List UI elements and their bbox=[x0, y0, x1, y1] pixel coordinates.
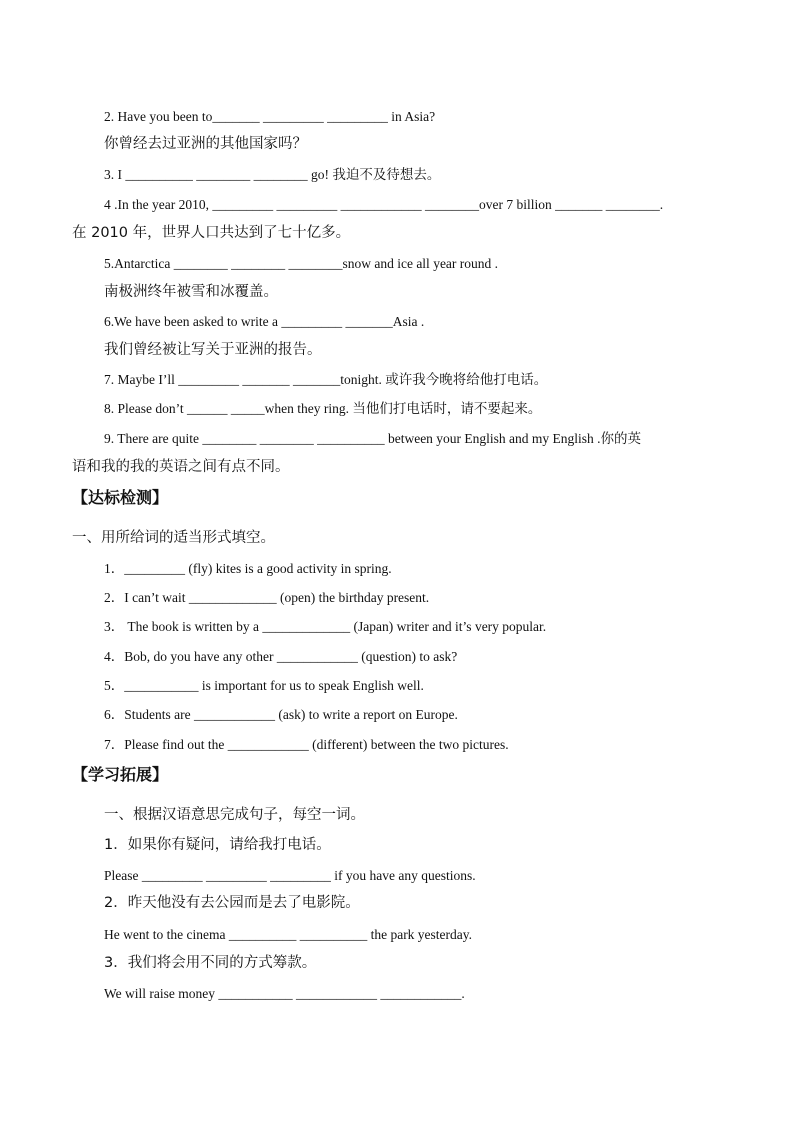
exercise-item-5-chinese: 南极洲终年被雪和冰覆盖。 bbox=[104, 284, 278, 300]
check-item-3: 3． The book is written by a _____________ (Japan) writer and it’s very popular. bbox=[104, 619, 547, 634]
extend-item-2-chinese: 2．昨天他没有去公园而是去了电影院。 bbox=[104, 895, 360, 911]
section-extend-instruction: 一、根据汉语意思完成句子，每空一词。 bbox=[104, 807, 365, 823]
section-check-instruction: 一、用所给词的适当形式填空。 bbox=[72, 530, 275, 546]
check-item-4: 4．Bob, do you have any other ____________ (question) to ask? bbox=[104, 649, 458, 664]
exercise-item-4-english: 4 .In the year 2010, _________ _________ ____________ ________over 7 billion _______ ________. bbox=[104, 197, 664, 212]
check-item-2: 2．I can’t wait _____________ (open) the birthday present. bbox=[104, 590, 430, 605]
exercise-item-8: 8. Please don’t ______ _____when they ring. 当他们打电话时，请不要起来。 bbox=[104, 401, 542, 416]
exercise-item-3: 3. I __________ ________ ________ go! 我迫不及待想去。 bbox=[104, 167, 441, 182]
exercise-item-5-english: 5.Antarctica ________ ________ ________snow and ice all year round . bbox=[104, 256, 499, 271]
check-item-1: 1．_________ (fly) kites is a good activity in spring. bbox=[104, 561, 392, 576]
exercise-item-6-english: 6.We have been asked to write a _________ _______Asia . bbox=[104, 314, 425, 329]
exercise-item-9-english: 9. There are quite ________ ________ __________ between your English and my English .你的英 bbox=[104, 431, 642, 446]
exercise-item-4-chinese: 在 2010 年，世界人口共达到了七十亿多。 bbox=[72, 225, 351, 241]
exercise-item-7: 7. Maybe I’ll _________ _______ _______tonight. 或许我今晚将给他打电话。 bbox=[104, 372, 548, 387]
extend-item-1-chinese: 1．如果你有疑问，请给我打电话。 bbox=[104, 837, 331, 853]
extend-item-3-english: We will raise money ___________ ____________ ____________. bbox=[104, 986, 465, 1001]
exercise-item-2-english: 2. Have you been to_______ _________ _________ in Asia? bbox=[104, 109, 436, 124]
extend-item-3-chinese: 3．我们将会用不同的方式筹款。 bbox=[104, 955, 317, 971]
check-item-5: 5．___________ is important for us to speak English well. bbox=[104, 678, 424, 693]
exercise-item-9-chinese: 语和我的我的英语之间有点不同。 bbox=[72, 459, 290, 475]
section-check-heading: 【达标检测】 bbox=[72, 488, 169, 507]
section-extend-heading: 【学习拓展】 bbox=[72, 765, 169, 784]
check-item-6: 6．Students are ____________ (ask) to write a report on Europe. bbox=[104, 707, 458, 722]
check-item-7: 7．Please find out the ____________ (different) between the two pictures. bbox=[104, 737, 509, 752]
exercise-item-6-chinese: 我们曾经被让写关于亚洲的报告。 bbox=[104, 342, 322, 358]
extend-item-1-english: Please _________ _________ _________ if you have any questions. bbox=[104, 868, 476, 883]
exercise-item-2-chinese: 你曾经去过亚洲的其他国家吗？ bbox=[104, 136, 307, 152]
extend-item-2-english: He went to the cinema __________ __________ the park yesterday. bbox=[104, 927, 473, 942]
